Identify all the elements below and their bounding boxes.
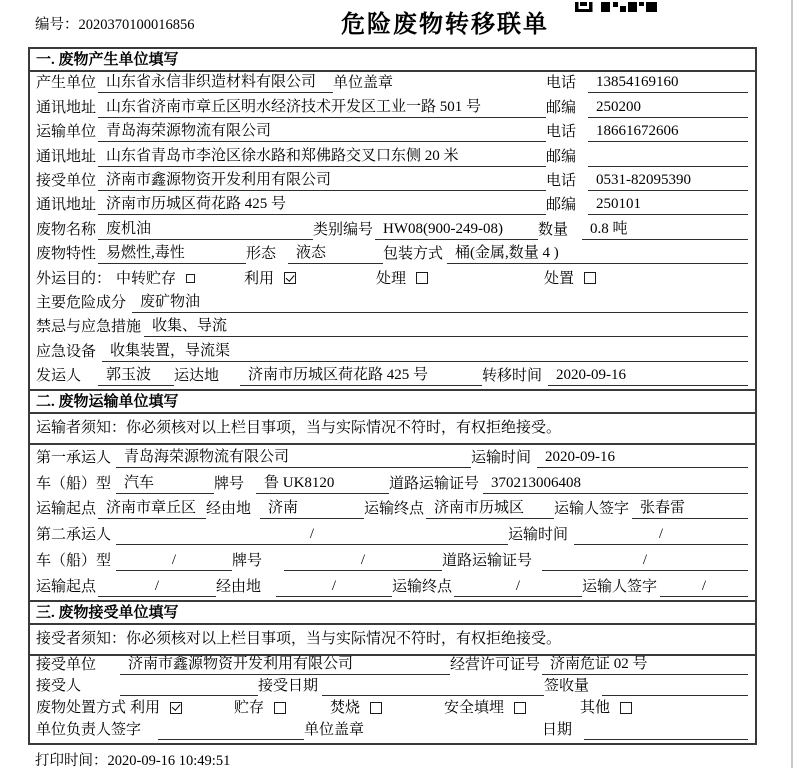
form-row bbox=[30, 678, 755, 700]
form-field: / bbox=[454, 577, 582, 597]
checkbox-item bbox=[130, 699, 234, 718]
form-label: 道路运输证号 bbox=[389, 475, 480, 492]
form-label: 邮编 bbox=[546, 197, 577, 214]
form-field: 济南市鑫源物资开发利用有限公司 bbox=[98, 171, 546, 191]
form-label: 签收量 bbox=[544, 678, 590, 695]
form-label: 第一承运人 bbox=[36, 449, 112, 466]
form-field: 青岛海荣源物流有限公司 bbox=[98, 122, 546, 142]
section-title: 一. 废物产生单位填写 bbox=[30, 49, 755, 72]
form-field bbox=[588, 166, 748, 167]
form-field: 收集装置，导流渠 bbox=[102, 342, 748, 362]
form-field bbox=[584, 739, 748, 740]
form-field: 废机油 bbox=[98, 220, 313, 240]
form-label: 运输时间 bbox=[508, 527, 569, 544]
form-label: 形态 bbox=[246, 246, 277, 263]
form-row bbox=[30, 194, 755, 218]
form-label: 邮编 bbox=[546, 148, 577, 165]
form-label: 通讯地址 bbox=[36, 148, 97, 165]
checkbox-checked-icon bbox=[284, 272, 296, 284]
checkbox-item bbox=[234, 699, 330, 718]
form-row bbox=[30, 218, 755, 242]
form-field: 18661672606 bbox=[588, 122, 748, 142]
checkbox-unchecked-icon bbox=[584, 272, 596, 284]
form-label: 接受日期 bbox=[258, 678, 319, 695]
form-row bbox=[30, 699, 755, 721]
form-row bbox=[30, 170, 755, 194]
checkbox-label: 焚烧 bbox=[330, 700, 361, 717]
checkbox-label: 利用 bbox=[244, 270, 275, 287]
form-field: 2020-09-16 bbox=[537, 448, 748, 468]
checkbox-unchecked-icon bbox=[416, 272, 428, 284]
form-field: / bbox=[542, 551, 748, 571]
form-field: 郭玉波 bbox=[98, 366, 174, 386]
checkbox-item bbox=[544, 270, 751, 289]
checkbox-item bbox=[116, 270, 244, 289]
checkbox-label: 处理 bbox=[376, 270, 407, 287]
form-field: / bbox=[574, 525, 748, 545]
form-field: / bbox=[116, 551, 232, 571]
form-label: 经由地 bbox=[206, 501, 252, 518]
form-label: 牌号 bbox=[232, 553, 263, 570]
form-label: 单位盖章 bbox=[304, 722, 365, 739]
section-note: 接受者须知：你必须核对以上栏目事项，当与实际情况不符时，有权拒绝接受。 bbox=[30, 625, 755, 656]
form-field: 山东省青岛市李沧区徐水路和郑佛路交叉口东侧 20 米 bbox=[98, 147, 546, 167]
form-label: 车（船）型 bbox=[36, 553, 112, 570]
form-label: 电话 bbox=[546, 172, 577, 189]
form-label: 废物特性 bbox=[36, 246, 97, 263]
form-label: 转移时间 bbox=[482, 368, 543, 385]
checkbox-unchecked-icon bbox=[370, 702, 382, 714]
form-label: 经由地 bbox=[216, 578, 262, 595]
form-row bbox=[30, 121, 755, 145]
form-label: 第二承运人 bbox=[36, 527, 112, 544]
form-field: 易燃性,毒性 bbox=[98, 244, 246, 264]
form-row bbox=[30, 267, 755, 291]
form-field bbox=[158, 739, 304, 740]
form-row bbox=[30, 471, 755, 497]
checkbox-label: 中转贮存 bbox=[116, 270, 177, 287]
form-field: 鲁 UK8120 bbox=[256, 474, 389, 494]
form-row bbox=[30, 656, 755, 678]
form-label: 禁忌与应急措施 bbox=[36, 319, 142, 336]
form-field: 济南市章丘区 bbox=[98, 499, 206, 519]
form-label: 牌号 bbox=[214, 475, 245, 492]
form-field: 济南危证 02 号 bbox=[542, 656, 748, 675]
form-field: 250101 bbox=[588, 195, 748, 215]
form-label: 运输时间 bbox=[471, 449, 532, 466]
print-time bbox=[35, 749, 230, 768]
form-field: / bbox=[98, 577, 216, 597]
section-1 bbox=[30, 49, 755, 389]
form-field bbox=[322, 695, 544, 696]
form-field bbox=[120, 695, 258, 696]
print-time-value: 2020-09-16 10:49:51 bbox=[107, 753, 231, 768]
form-label: 接受人 bbox=[36, 678, 82, 695]
serial-label: 编号： bbox=[35, 17, 79, 33]
form-field: 山东省济南市章丘区明水经济技术开发区工业一路 501 号 bbox=[98, 98, 546, 118]
form-field: 济南市鑫源物资开发利用有限公司 bbox=[120, 656, 450, 675]
checkbox-item bbox=[330, 699, 444, 718]
form-field: 收集、导流 bbox=[144, 317, 748, 337]
form-row bbox=[30, 365, 755, 389]
page-title: 危险废物转移联单 bbox=[341, 12, 549, 38]
form-field: / bbox=[276, 577, 392, 597]
form-label: 运输人签字 bbox=[582, 578, 658, 595]
form-field: 济南市历城区荷花路 425 号 bbox=[98, 195, 546, 215]
form-row bbox=[30, 145, 755, 169]
form-field: / bbox=[284, 551, 442, 571]
form-label: 运输起点 bbox=[36, 501, 97, 518]
form-field: 13854169160 bbox=[588, 73, 748, 93]
form-field: 0.8 吨 bbox=[582, 220, 748, 240]
form-row bbox=[30, 497, 755, 523]
form-label: 接受单位 bbox=[36, 172, 97, 189]
form-label: 接受单位 bbox=[36, 656, 97, 673]
form-label: 运输终点 bbox=[364, 501, 425, 518]
form-field: HW08(900-249-08) bbox=[375, 220, 538, 240]
form-label: 废物处置方式 bbox=[36, 700, 127, 717]
section-title: 三. 废物接受单位填写 bbox=[30, 602, 755, 625]
form-field: 张春雷 bbox=[632, 499, 748, 519]
form-row bbox=[30, 445, 755, 471]
form-field: 液态 bbox=[288, 244, 383, 264]
form-label: 运输终点 bbox=[392, 578, 453, 595]
form-label: 运输人签字 bbox=[554, 501, 630, 518]
section-3 bbox=[30, 600, 755, 743]
form-label: 外运目的： bbox=[36, 270, 112, 287]
form-label: 数量 bbox=[538, 221, 569, 238]
form-label: 道路运输证号 bbox=[442, 553, 533, 570]
form-row bbox=[30, 522, 755, 548]
form-field: / bbox=[116, 525, 508, 545]
waste-transfer-form bbox=[28, 47, 757, 745]
print-time-label: 打印时间： bbox=[35, 753, 108, 768]
form-label: 发运人 bbox=[36, 368, 82, 385]
section-title: 二. 废物运输单位填写 bbox=[30, 391, 755, 414]
form-label: 电话 bbox=[546, 75, 577, 92]
qr-code-icon bbox=[575, 0, 661, 18]
form-label: 运输起点 bbox=[36, 578, 97, 595]
form-label: 通讯地址 bbox=[36, 99, 97, 116]
form-row bbox=[30, 548, 755, 574]
form-label: 产生单位 bbox=[36, 75, 97, 92]
checkbox-label: 安全填埋 bbox=[444, 700, 505, 717]
section-note: 运输者须知：你必须核对以上栏目事项，当与实际情况不符时，有权拒绝接受。 bbox=[30, 414, 755, 445]
form-label: 包装方式 bbox=[383, 246, 444, 263]
checkbox-label: 处置 bbox=[544, 270, 575, 287]
form-field: 2020-09-16 bbox=[548, 366, 748, 386]
form-row bbox=[30, 574, 755, 600]
checkbox-unchecked-icon bbox=[514, 702, 526, 714]
checkbox-label: 利用 bbox=[130, 700, 161, 717]
form-label: 运达地 bbox=[174, 368, 220, 385]
form-field bbox=[602, 695, 748, 696]
form-label: 电话 bbox=[546, 124, 577, 141]
form-row bbox=[30, 72, 755, 96]
form-label: 单位负责人签字 bbox=[36, 722, 142, 739]
checkbox-unchecked-icon bbox=[274, 702, 286, 714]
form-label: 日期 bbox=[542, 722, 573, 739]
checkbox-unchecked-icon bbox=[620, 702, 632, 714]
form-field: 桶(金属,数量 4 ) bbox=[447, 244, 748, 264]
checkbox-label: 贮存 bbox=[234, 700, 265, 717]
form-field: 废矿物油 bbox=[132, 293, 748, 313]
form-field: 济南市历城区 bbox=[426, 499, 554, 519]
form-label: 主要危险成分 bbox=[36, 294, 127, 311]
checkbox-label: 其他 bbox=[580, 700, 611, 717]
form-label: 运输单位 bbox=[36, 124, 97, 141]
form-field: 0531-82095390 bbox=[588, 171, 748, 191]
checkbox-item bbox=[244, 270, 376, 289]
form-field: / bbox=[660, 577, 748, 597]
checkbox-checked-icon bbox=[170, 702, 182, 714]
form-label: 类别编号 bbox=[313, 221, 374, 238]
form-label: 经营许可证号 bbox=[450, 656, 541, 673]
form-row bbox=[30, 340, 755, 364]
serial-value: 2020370100016856 bbox=[78, 17, 195, 33]
section-2 bbox=[30, 389, 755, 600]
checkbox-unchecked-icon bbox=[186, 274, 195, 283]
form-field: 济南市历城区荷花路 425 号 bbox=[240, 366, 482, 386]
form-row bbox=[30, 316, 755, 340]
form-field: 250200 bbox=[588, 98, 748, 118]
form-label: 废物名称 bbox=[36, 221, 97, 238]
checkbox-item bbox=[580, 699, 751, 718]
form-field: 山东省永信非织造材料有限公司 bbox=[98, 73, 333, 93]
form-row bbox=[30, 243, 755, 267]
form-label: 应急设备 bbox=[36, 343, 97, 360]
form-field: 汽车 bbox=[116, 474, 214, 494]
checkbox-item bbox=[376, 270, 544, 289]
form-field: 370213006408 bbox=[483, 474, 748, 494]
page-right-edge bbox=[791, 0, 793, 768]
form-label: 车（船）型 bbox=[36, 475, 112, 492]
form-label: 单位盖章 bbox=[333, 75, 394, 92]
form-row bbox=[30, 96, 755, 120]
form-row bbox=[30, 721, 755, 743]
checkbox-item bbox=[444, 699, 580, 718]
form-field: 青岛海荣源物流有限公司 bbox=[116, 448, 471, 468]
form-row bbox=[30, 292, 755, 316]
serial-number bbox=[35, 13, 195, 34]
form-label: 通讯地址 bbox=[36, 197, 97, 214]
form-field: 济南 bbox=[260, 499, 364, 519]
form-label: 邮编 bbox=[546, 99, 577, 116]
